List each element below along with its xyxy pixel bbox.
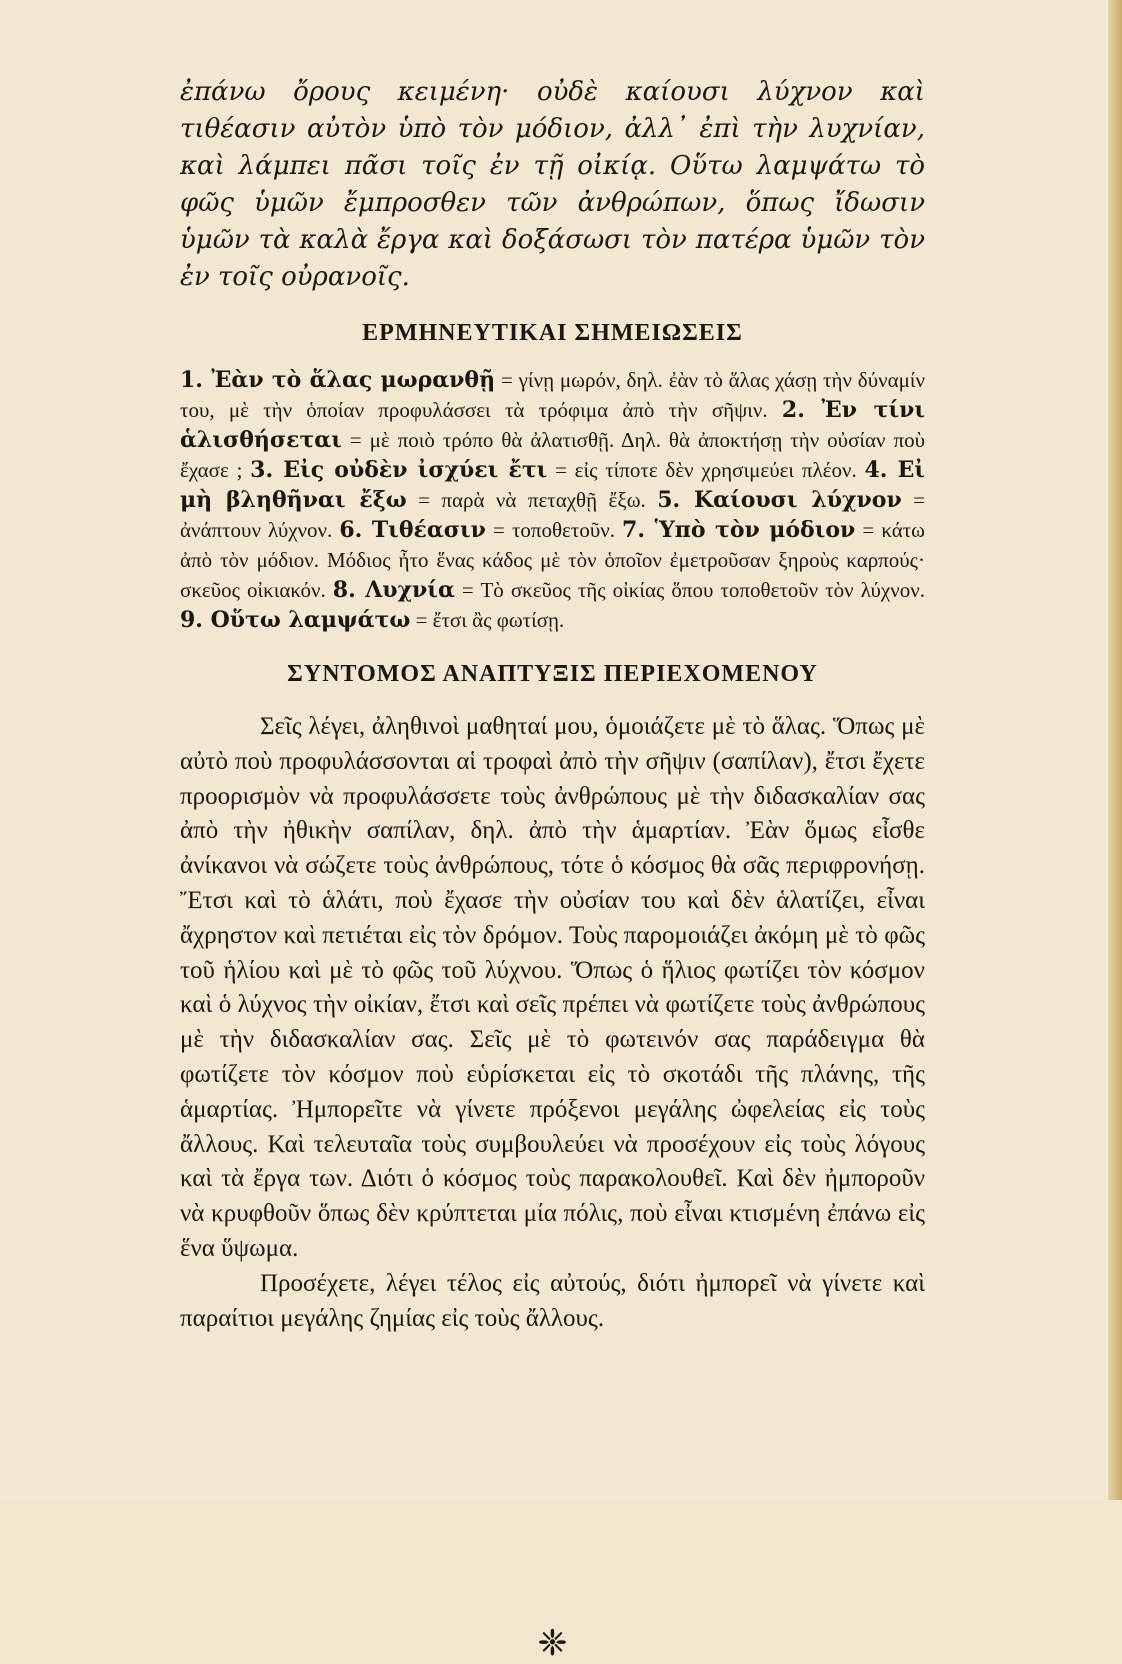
ornament-icon: ❈ [537, 1623, 568, 1664]
notes-paragraph [180, 365, 925, 635]
notes-heading: ΕΡΜΗΝΕΥΤΙΚΑΙ ΣΗΜΕΙΩΣΕΙΣ [362, 320, 743, 346]
note-gloss: = μὲ ποιὸ τρόπο θὰ ἀλατισθῇ. Δηλ. θὰ ἀποκτήσῃ τὴν οὐσίαν ποὺ ἔχασε ; [180, 428, 925, 482]
note-gloss: = Τὸ σκεῦος τῆς οἰκίας ὅπου τοποθετοῦν τὸν λύχνον. [454, 578, 925, 602]
note-gloss: = ἔτσι ἂς φωτίσῃ. [410, 608, 565, 632]
summary-paragraph-1: Σεῖς λέγει, ἀληθινοὶ μαθηταί μου, ὁμοιάζετε μὲ τὸ ἅλας. Ὅπως μὲ αὐτὸ ποὺ προφυλάσσονται αἱ τροφαὶ ἀπὸ τὴν σῆψιν (σαπίλαν), ἔτσι ἔχετε προορισμὸν νὰ προφυλάσσετε τοὺς ἀνθρώπους μὲ τὴν διδασκαλίαν σας ἀπὸ τὴν ἠθικὴν σαπίλαν, δηλ. ἀπὸ τὴν ἁμαρτίαν. Ἐὰν ὅμως εἶσθε ἀνίκανοι νὰ σώζετε τοὺς ἀνθρώπους, τότε ὁ κόσμος θὰ σᾶς περιφρονήσῃ. Ἔτσι καὶ τὸ ἁλάτι, ποὺ ἔχασε τὴν οὐσίαν του καὶ δὲν ἁλατίζει, εἶναι ἄχρηστον καὶ πετιέται εἰς τὸν δρόμον. Τοὺς παρομοιάζει ἀκόμη μὲ τὸ φῶς τοῦ ἡλίου καὶ μὲ τὸ φῶς τοῦ λύχνου. Ὅπως ὁ ἥλιος φωτίζει τὸν κόσμον καὶ ὁ λύχνος τὴν οἰκίαν, ἔτσι καὶ σεῖς πρέπει νὰ φωτίζετε τοὺς ἀνθρώπους μὲ τὴν διδασκαλίαν σας. Σεῖς μὲ τὸ φωτεινόν σας παράδειγμα θὰ φωτίζετε τὸν κόσμον ποὺ εὑρίσκεται εἰς τὸ σκοτάδι τῆς πλάνης, τῆς ἁμαρτίας. Ἠμπορεῖτε νὰ γίνετε πρόξενοι μεγάλης ὠφελείας εἰς τοὺς ἄλλους. Καὶ τελευταῖα τοὺς συμβουλεύει νὰ προσέχουν εἰς τοὺς λόγους καὶ τὰ ἔργα των. Διότι ὁ κόσμος τοὺς παρακολουθεῖ. Καὶ δὲν ἠμποροῦν νὰ κρυφθοῦν ὅπως δὲν κρύπτεται μία πόλις, ποὺ εἶναι κτισμένη ἐπάνω εἰς ἕνα ὕψωμα. [180, 713, 925, 1262]
note-gloss: = παρὰ νὰ πεταχθῇ ἔξω. [406, 488, 658, 512]
note-gloss: = εἰς τίποτε δὲν χρησιμεύει πλέον. [547, 458, 865, 482]
note-term: 6. Τιθέασιν [339, 517, 486, 543]
note-term: 2. Ἐν τίνι ἁλισθήσεται [180, 397, 926, 453]
summary-heading: ΣΥΝΤΟΜΟΣ ΑΝΑΠΤΥΞΙΣ ΠΕΡΙΕΧΟΜΕΝΟΥ [287, 661, 818, 687]
page-content [180, 74, 926, 1664]
note-term: 3. Εἰς οὐδὲν ἰσχύει ἔτι [250, 457, 548, 483]
note-gloss: = γίνῃ μωρόν, δηλ. ἐὰν τὸ ἅλας χάσῃ τὴν δύναμίν του, μὲ τὴν ὁποίαν προφυλάσσει τὰ τρόφιμα ἀπὸ τὴν σῆψιν. [180, 368, 925, 422]
note-term: 8. Λυχνία [332, 577, 455, 603]
note-gloss: = τοποθετοῦν. [485, 518, 623, 542]
note-gloss: = ἀνάπτουν λύχνον. [180, 488, 926, 542]
note-term: 7. Ὑπὸ τὸν μόδιον [622, 517, 856, 543]
summary-paragraph-2: Προσέχετε, λέγει τέλος εἰς αὐτούς, διότι ἠμπορεῖ νὰ γίνετε καὶ παραίτιοι μεγάλης ζημίας εἰς τοὺς ἄλλους. [180, 1269, 925, 1332]
note-term: 4. Εἰ μὴ βληθῆναι ἔξω [180, 457, 926, 513]
note-term: 5. Καίουσι λύχνον [657, 487, 902, 513]
note-term: 9. Οὕτω λαμψάτω [180, 607, 411, 633]
note-term: 1. Ἐὰν τὸ ἅλας μωρανθῇ [180, 367, 496, 393]
note-gloss: = κάτω ἀπὸ τὸν μόδιον. Μόδιος ἦτο ἕνας κάδος μὲ τὸν ὁποῖον ἐμετροῦσαν ξηροὺς καρπούς· σκεῦος οἰκιακόν. [180, 518, 925, 602]
scripture-verse: ἐπάνω ὄρους κειμένη· οὐδὲ καίουσι λύχνον καὶ τιθέασιν αὐτὸν ὑπὸ τὸν μόδιον, ἀλλ᾽ ἐπὶ τὴν λυχνίαν, καὶ λάμπει πᾶσι τοῖς ἐν τῇ οἰκίᾳ. Οὕτω λαμψάτω τὸ φῶς ὑμῶν ἔμπροσθεν τῶν ἀνθρώπων, ὅπως ἴδωσιν ὑμῶν τὰ καλὰ ἔργα καὶ δοξάσωσι τὸν πατέρα ὑμῶν τὸν ἐν τοῖς οὐρανοῖς. [180, 77, 925, 292]
page-edge [1108, 0, 1122, 1500]
